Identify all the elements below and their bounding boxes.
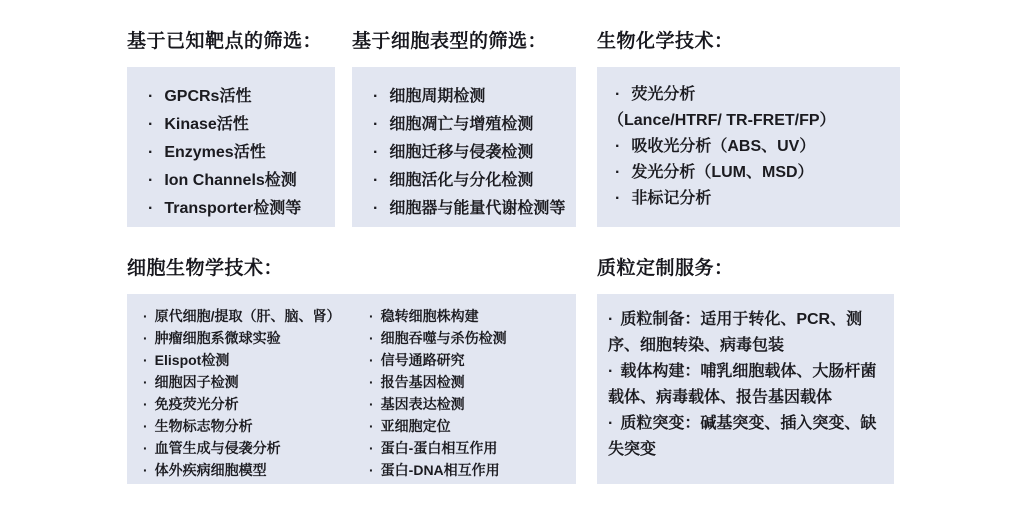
- section-known-target-screening: [127, 28, 335, 227]
- list-item: · 细胞迁移与侵袭检测: [367, 139, 572, 167]
- cell-biology-list-left: [143, 305, 369, 481]
- section-title-plasmid-services: 质粒定制服务：: [597, 258, 734, 279]
- list-item: · 细胞器与能量代谢检测等: [367, 195, 572, 223]
- panel-phenotype-screening: [352, 67, 576, 227]
- section-plasmid-services: [597, 255, 894, 484]
- list-item: · Enzymes活性: [142, 139, 331, 167]
- list-item: · Elispot检测: [143, 349, 369, 371]
- list-item: · 稳转细胞株构建: [369, 305, 572, 327]
- list-item: · Ion Channels检测: [142, 167, 331, 195]
- list-item: · 生物标志物分析: [143, 415, 369, 437]
- list-item: · 质粒制备：适用于转化、PCR、测序、细胞转染、病毒包装: [608, 307, 886, 359]
- list-item: · 细胞周期检测: [367, 83, 572, 111]
- list-item: · 信号通路研究: [369, 349, 572, 371]
- list-item: · 非标记分析: [608, 186, 896, 212]
- list-item: · 荧光分析: [608, 82, 896, 108]
- list-item: · 发光分析（LUM、MSD）: [608, 160, 896, 186]
- panel-plasmid-services: [597, 294, 894, 484]
- panel-cell-biology: [127, 294, 576, 484]
- plasmid-list: [597, 294, 894, 463]
- list-item: · 报告基因检测: [369, 371, 572, 393]
- list-item: · 基因表达检测: [369, 393, 572, 415]
- list-item: · 亚细胞定位: [369, 415, 572, 437]
- section-title-phenotype-screening: 基于细胞表型的筛选：: [352, 31, 548, 52]
- section-title-biochemistry: 生物化学技术：: [597, 31, 734, 52]
- cell-biology-columns: [127, 294, 576, 481]
- list-item: · 原代细胞/提取（肝、脑、肾）: [143, 305, 369, 327]
- list-item: · Transporter检测等: [142, 195, 331, 223]
- list-item: · 细胞活化与分化检测: [367, 167, 572, 195]
- cell-biology-list-right: [369, 305, 572, 481]
- panel-known-target-screening: [127, 67, 335, 227]
- section-title-cell-biology: 细胞生物学技术：: [127, 258, 284, 279]
- list-item: · 质粒突变：碱基突变、插入突变、缺失突变: [608, 411, 886, 463]
- list-item: · 细胞因子检测: [143, 371, 369, 393]
- list-item: · 蛋白-DNA相互作用: [369, 459, 572, 481]
- list-item: · 载体构建：哺乳细胞载体、大肠杆菌载体、病毒载体、报告基因载体: [608, 359, 886, 411]
- list-item: · Kinase活性: [142, 111, 331, 139]
- list-item: · 体外疾病细胞模型: [143, 459, 369, 481]
- section-title-known-target-screening: 基于已知靶点的筛选：: [127, 31, 323, 52]
- section-biochemistry: [597, 28, 900, 227]
- phenotype-list: [352, 67, 576, 223]
- list-item: · 蛋白-蛋白相互作用: [369, 437, 572, 459]
- list-item: · 吸收光分析（ABS、UV）: [608, 134, 896, 160]
- list-item-continuation: （Lance/HTRF/ TR-FRET/FP）: [608, 112, 836, 129]
- list-item: · 细胞吞噬与杀伤检测: [369, 327, 572, 349]
- known-target-list: [127, 67, 335, 223]
- list-item: · GPCRs活性: [142, 83, 331, 111]
- list-item: · 细胞凋亡与增殖检测: [367, 111, 572, 139]
- list-item: · 血管生成与侵袭分析: [143, 437, 369, 459]
- biochemistry-list: [597, 67, 900, 212]
- panel-biochemistry: [597, 67, 900, 227]
- section-phenotype-screening: [352, 28, 576, 227]
- list-item: · 免疫荧光分析: [143, 393, 369, 415]
- section-cell-biology: [127, 255, 576, 484]
- list-item: · 肿瘤细胞系微球实验: [143, 327, 369, 349]
